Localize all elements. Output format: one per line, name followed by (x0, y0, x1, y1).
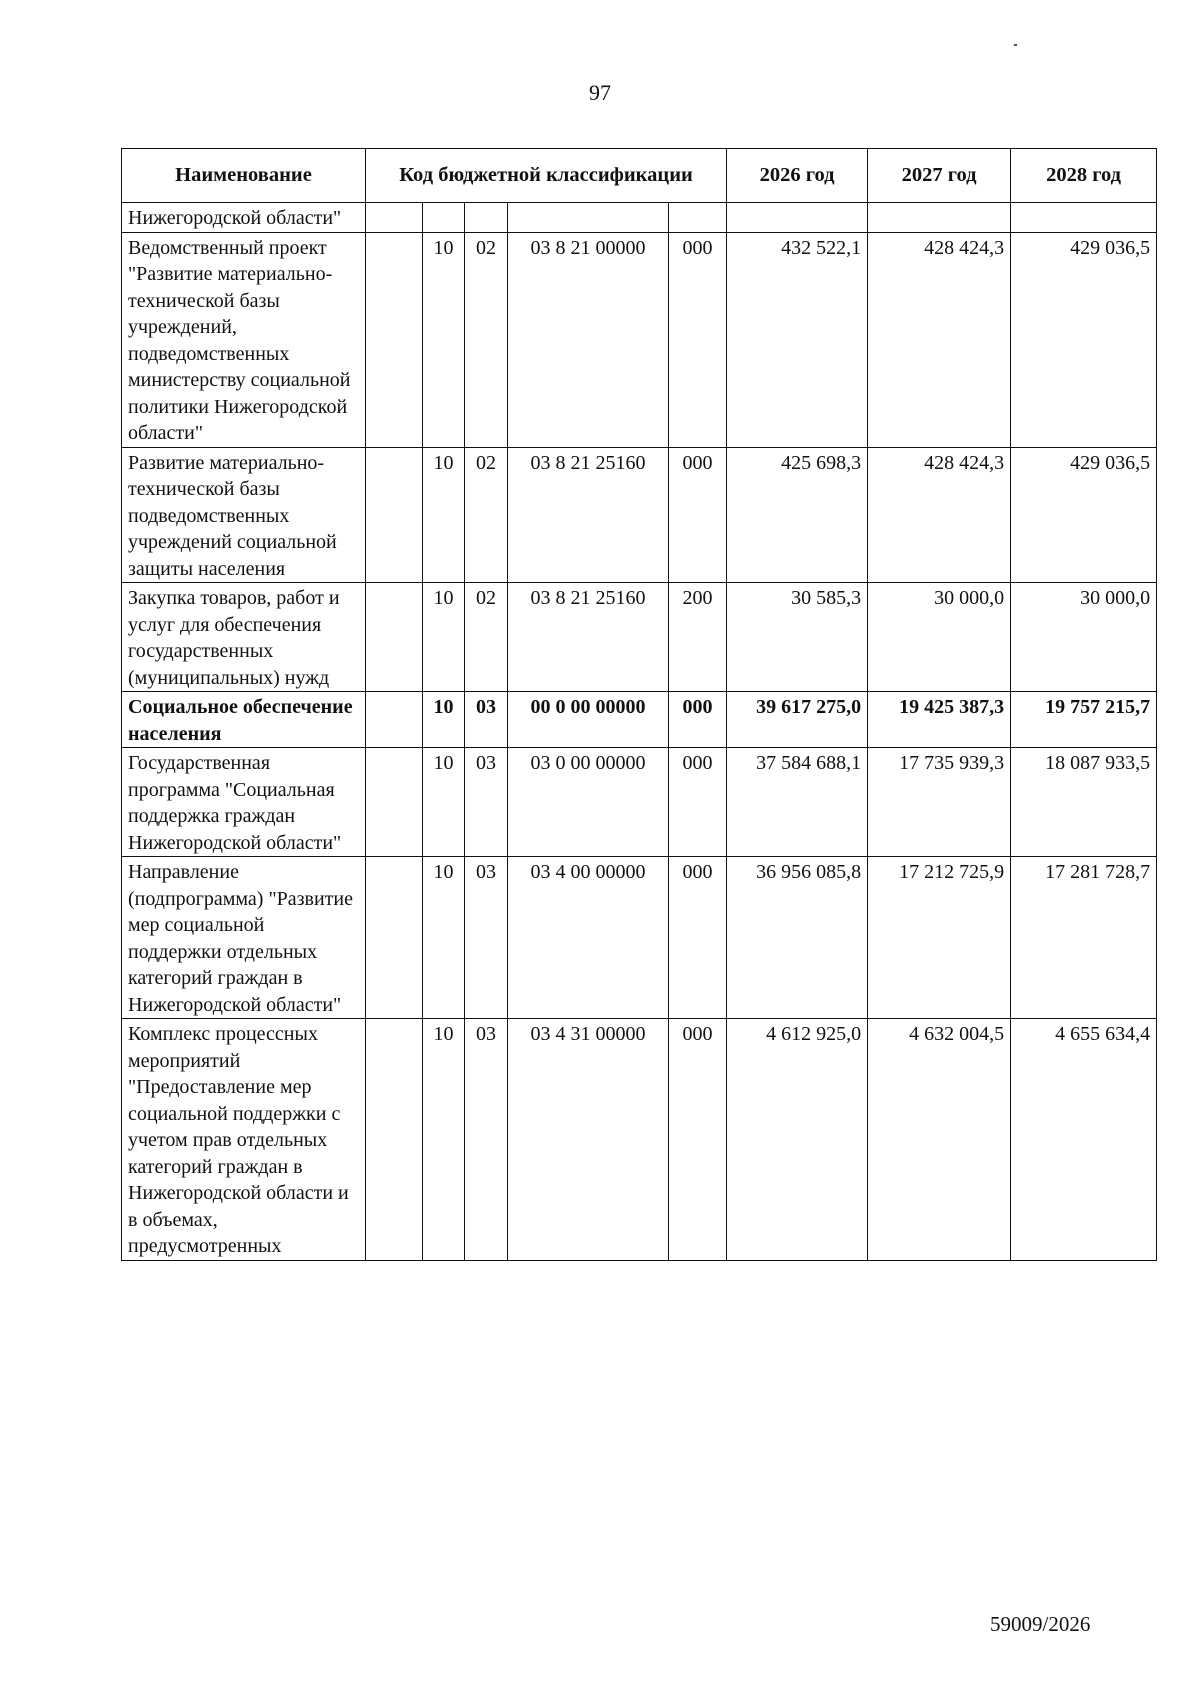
code-blank (366, 232, 423, 447)
row-name: Ведомственный проект "Развитие материально-технической базы учреждений, подведомственных министерству социальной политики Нижегородской области" (122, 232, 366, 447)
code-target-article: 03 4 00 00000 (508, 857, 669, 1019)
code-subsection: 02 (465, 583, 508, 692)
code-section (423, 203, 465, 233)
code-subsection: 02 (465, 232, 508, 447)
value-2027: 19 425 387,3 (868, 692, 1011, 748)
table-header-row (122, 149, 1157, 203)
code-target-article (508, 203, 669, 233)
value-2027: 30 000,0 (868, 583, 1011, 692)
code-expense-type: 000 (669, 692, 727, 748)
value-2026: 425 698,3 (727, 447, 868, 583)
row-name: Нижегородской области" (122, 203, 366, 233)
header-2027: 2027 год (868, 149, 1011, 203)
value-2028: 30 000,0 (1011, 583, 1157, 692)
value-2028: 18 087 933,5 (1011, 748, 1157, 857)
value-2028: 17 281 728,7 (1011, 857, 1157, 1019)
code-blank (366, 447, 423, 583)
code-expense-type (669, 203, 727, 233)
code-blank (366, 1019, 423, 1261)
table-row (122, 447, 1157, 583)
value-2027: 428 424,3 (868, 232, 1011, 447)
document-registration-number: 59009/2026 (990, 1612, 1091, 1636)
value-2026: 36 956 085,8 (727, 857, 868, 1019)
code-target-article: 03 8 21 00000 (508, 232, 669, 447)
value-2028: 4 655 634,4 (1011, 1019, 1157, 1261)
value-2027: 17 735 939,3 (868, 748, 1011, 857)
table-row (122, 232, 1157, 447)
header-name: Наименование (122, 149, 366, 203)
row-name: Закупка товаров, работ и услуг для обеспечения государственных (муниципальных) нужд (122, 583, 366, 692)
code-subsection: 03 (465, 857, 508, 1019)
row-name: Комплекс процессных мероприятий "Предоставление мер социальной поддержки с учетом прав отдельных категорий граждан в Нижегородской области и в объемах, предусмотренных (122, 1019, 366, 1261)
code-subsection: 02 (465, 447, 508, 583)
budget-table (121, 148, 1157, 1261)
value-2026: 432 522,1 (727, 232, 868, 447)
value-2027: 428 424,3 (868, 447, 1011, 583)
page-number: 97 (589, 80, 611, 105)
code-expense-type: 000 (669, 1019, 727, 1261)
code-expense-type: 000 (669, 857, 727, 1019)
header-budget-code: Код бюджетной классификации (366, 149, 727, 203)
value-2027 (868, 203, 1011, 233)
code-target-article: 00 0 00 00000 (508, 692, 669, 748)
code-blank (366, 203, 423, 233)
table-row (122, 203, 1157, 233)
code-subsection: 03 (465, 748, 508, 857)
scan-speck (1014, 44, 1017, 46)
code-target-article: 03 4 31 00000 (508, 1019, 669, 1261)
code-subsection (465, 203, 508, 233)
row-name: Государственная программа "Социальная поддержка граждан Нижегородской области" (122, 748, 366, 857)
code-target-article: 03 8 21 25160 (508, 447, 669, 583)
code-section: 10 (423, 583, 465, 692)
code-section: 10 (423, 232, 465, 447)
row-name: Развитие материально-технической базы подведомственных учреждений социальной защиты населения (122, 447, 366, 583)
table-row (122, 692, 1157, 748)
code-subsection: 03 (465, 1019, 508, 1261)
code-section: 10 (423, 857, 465, 1019)
code-expense-type: 000 (669, 447, 727, 583)
code-target-article: 03 8 21 25160 (508, 583, 669, 692)
table-row (122, 748, 1157, 857)
value-2027: 17 212 725,9 (868, 857, 1011, 1019)
code-expense-type: 200 (669, 583, 727, 692)
table-body (122, 203, 1157, 1261)
code-blank (366, 692, 423, 748)
value-2028: 19 757 215,7 (1011, 692, 1157, 748)
value-2027: 4 632 004,5 (868, 1019, 1011, 1261)
table-row (122, 857, 1157, 1019)
row-name: Направление (подпрограмма) "Развитие мер социальной поддержки отдельных категорий граждан в Нижегородской области" (122, 857, 366, 1019)
code-expense-type: 000 (669, 748, 727, 857)
value-2026 (727, 203, 868, 233)
code-blank (366, 583, 423, 692)
header-2028: 2028 год (1011, 149, 1157, 203)
code-subsection: 03 (465, 692, 508, 748)
code-section: 10 (423, 748, 465, 857)
code-section: 10 (423, 1019, 465, 1261)
value-2026: 30 585,3 (727, 583, 868, 692)
value-2026: 4 612 925,0 (727, 1019, 868, 1261)
code-expense-type: 000 (669, 232, 727, 447)
table-row (122, 1019, 1157, 1261)
value-2028: 429 036,5 (1011, 232, 1157, 447)
row-name: Социальное обеспечение населения (122, 692, 366, 748)
code-section: 10 (423, 447, 465, 583)
table-row (122, 583, 1157, 692)
code-blank (366, 748, 423, 857)
value-2028 (1011, 203, 1157, 233)
code-section: 10 (423, 692, 465, 748)
value-2026: 37 584 688,1 (727, 748, 868, 857)
value-2028: 429 036,5 (1011, 447, 1157, 583)
value-2026: 39 617 275,0 (727, 692, 868, 748)
code-target-article: 03 0 00 00000 (508, 748, 669, 857)
header-2026: 2026 год (727, 149, 868, 203)
code-blank (366, 857, 423, 1019)
